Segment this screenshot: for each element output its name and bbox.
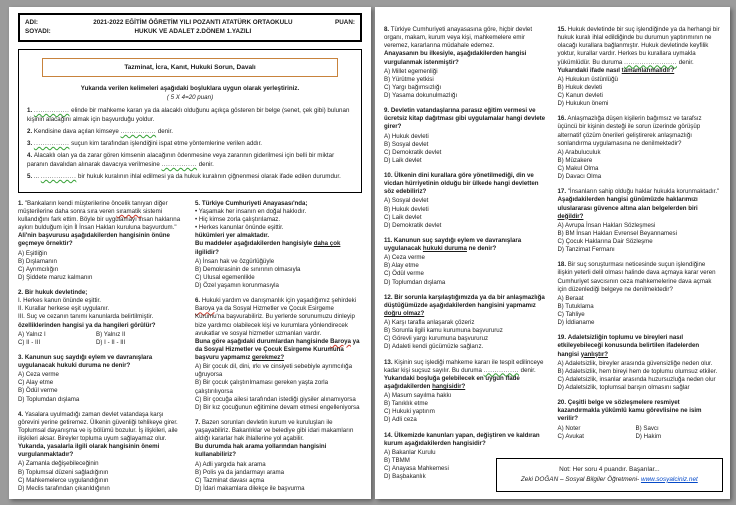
option: C) Yargı bağımsızlığı [384, 83, 442, 91]
option: C) Alay etme [18, 379, 54, 387]
option: C) Mahkemelerce uygulandığının [18, 476, 109, 484]
question-8-stem: 8. Türkiye Cumhuriyeti anayasasına göre, hiçbir devlet organı, makam, kurum veya kişi, mahkemelere emir veremez, kararlarına müdahale edemez. Anayasanın bu ilkesiyle, aşağıdakilerden hangisi vurgulanmak istenmiştir? [384, 26, 533, 66]
option: D) Adaletsizlik, toplumsal barışın olmasını sağlar [557, 384, 690, 391]
page1-question-columns [18, 200, 362, 500]
question-20-options [558, 425, 722, 441]
exam-title-line2: HUKUK VE ADALET 2.DÖNEM 1.YAZILI [134, 28, 252, 36]
question-10-stem: 10. Ülkenin dini kurallara göre yönetilmediği, din ve vicdan hürriyetinin olduğu bir ülkede hangi devletten söz edebiliriz? [384, 172, 539, 196]
option: B) Dışlamanın [18, 257, 57, 265]
exam-title-line1: 2021-2022 EĞİTİM ÖĞRETİM YILI POZANTI ATATÜRK ORTAOKULU [93, 19, 293, 26]
option: C) Ulusal egemenlikle [195, 273, 255, 281]
answer-blank: ........................ [624, 58, 678, 66]
page1-column-1 [18, 200, 185, 500]
option: A) Noter [557, 424, 581, 432]
option: C) Tahliye [557, 311, 585, 318]
question-7-stem: 7. Bazen sorunları devletin kurum ve kuruluşları ile yaşayabiliriz. Bakanlıklar ve belediye gibi idari makamların aldığı kararlar hak ihlallerine yol açabilir. Bu durumda hak arama yollarından hangisini kullanabiliriz? [195, 418, 354, 459]
word-bank-instruction: Yukarıda verilen kelimeleri aşağıdaki boşluklara uygun olarak yerleştiriniz. [80, 84, 300, 92]
fill-blank-item-2: 2. Kendisine dava açılan kimseye ................ denir. [27, 127, 173, 135]
question-12-stem: 12. Bir sorunla karşılaştığımızda ya da bir anlaşmazlığa düştüğümüzde aşağıdakilerden hangisini yapmamız doğru olmaz? [384, 293, 545, 317]
option: B) BM İnsan Hakları Evrensel Beyannamesi [557, 229, 677, 237]
question-2 [18, 289, 185, 347]
option: B) Ödül verme [18, 387, 58, 395]
option: D) Davacı Olma [557, 173, 602, 181]
option: D) I - II - III [96, 338, 126, 346]
option: B) Yürütme yetkisi [384, 75, 434, 83]
option: D) Adli ceza [384, 416, 417, 424]
option: D) Hukukun önemi [557, 100, 609, 108]
question-9 [384, 107, 548, 165]
question-4-stem: 4. Yasalara uyulmadığı zaman devlet vatandaşa karşı görevini yerine getiremez. Ülkenin güvenliği tehlikeye girer. Toplumsal dayanışma ve iş bölümü bozulur. İş ilişkileri, aile ilişkileri aksar. Bireyler topluma uyum sağlayamaz olur. Yukarıda, yasalarla ilgili olarak hangisinin önemi vurgulanmaktadır? [18, 410, 178, 459]
option: C) Hukuki yaptırım [384, 408, 435, 416]
question-14-stem: 14. Ülkemizde kanunları yapan, değiştiren ve kaldıran kurum aşağıdakilerden hangisidir? [384, 431, 540, 447]
question-4 [18, 411, 185, 493]
question-19-stem: 19. Adaletsizliğin toplumu ve bireyleri nasıl etkileyebileceği konusunda belirtilen ifadelerden hangisi yanlıştır? [557, 334, 700, 358]
option: C) Makul Olma [557, 165, 599, 172]
option: C) Avukat [557, 432, 585, 440]
option: B) Tanıklık etme [384, 400, 428, 408]
option: A) Hukuk devleti [384, 132, 429, 140]
answer-blank: ................ [161, 160, 198, 168]
option: D) Laik devlet [384, 156, 422, 164]
option: A) Adaletsizlik, bireyler arasında güvensizliğe neden olur. [557, 359, 713, 367]
surname-label: SOYADI: [25, 28, 51, 36]
page2-column-2 [558, 26, 722, 488]
name-label: ADI: [25, 19, 38, 26]
option: A) Bir çocuk dil, dini, ırkı ve cinsiyeti sebebiyle ayrımcılığa uğruyorsa [195, 363, 352, 379]
option: C) Ayrımcılığın [18, 265, 59, 273]
footer-note-box [496, 458, 723, 493]
question-13-stem: 13. Kişinin suç işlediği mahkeme kararı ile tespit edilinceye kadar kişi suçsuz sayılır. Bu duruma ................ denir. Yukarıdaki boşluğa gelebilecek en uygun ifade aşağıdakilerden hangisidir? [384, 358, 544, 390]
option: D) Özel yaşamın korunmasıyla [195, 282, 279, 290]
question-3-stem: 3. Kanunun suç saydığı eylem ve davranışlara uygulanacak hukuki duruma ne denir? [18, 353, 153, 370]
option: B) Yalnız II [96, 330, 126, 338]
question-17 [558, 188, 722, 254]
question-19 [558, 334, 722, 392]
question-8 [384, 26, 548, 100]
answer-blank: ................ [33, 139, 70, 147]
answer-blank: ................ [120, 127, 157, 135]
option: A) Millet egemenliği [384, 67, 438, 75]
option: C) II - III [18, 338, 41, 346]
option: B) Sorunla ilgili kamu kurumuna başvururuz [384, 327, 503, 335]
option: D) Tanzimat Fermanı [557, 246, 615, 254]
question-11 [384, 237, 548, 287]
exam-title [51, 18, 335, 37]
question-5 [195, 200, 362, 290]
option: A) Adli yargıda hak arama [195, 460, 266, 468]
answer-blank: ................ [33, 106, 70, 114]
option: A) Arabuluculuk [557, 148, 601, 156]
question-2-options [18, 331, 185, 347]
option: A) Masum sayılma hakkı [384, 392, 452, 399]
option: A) Eşitliğin [18, 249, 48, 257]
option: A) Yalnız I [18, 330, 46, 338]
answer-blank: ................ [40, 172, 77, 180]
option: A) Bakanlar Kurulu [384, 448, 436, 456]
option: D) Meclis tarafından çıkarıldığının [18, 484, 110, 492]
option: A) Hukukun üstünlüğü [557, 75, 618, 83]
option: B) TBMM [384, 456, 410, 464]
question-15-stem: 15. Hukuk devletinde bir suç işlendiğinde ya da herhangi bir hukuk kuralı ihlal edildiğinde bu durumun yaptırımının ne olacağı kurallara bağlanmıştır. Hukuk devletinde keyfilik yoktur, kurallar vardır. Herkes bu kurallara uymakla yükümlüdür. Bu duruma ........................ denir. Yukarıdaki ifade nasıl tamamlanmalıdır? [557, 26, 720, 74]
option: A) Zamanla değişebileceğinin [18, 460, 99, 468]
question-18 [558, 261, 722, 327]
option: B) Tutuklama [557, 302, 594, 310]
fill-blank-item-3: 3. ................ suçun kim tarafından işlendiğini ispat etme yöntemlerine verilen addır. [27, 139, 263, 147]
option: C) Tazminat davası açma [195, 476, 265, 484]
option: B) Sosyal devlet [384, 140, 429, 148]
question-7 [195, 419, 362, 493]
question-20-stem: 20. Çeşitli belge ve sözleşmelere resmiyet kazandırmakla yükümlü kamu görevlisine ne isim verilir? [557, 399, 702, 423]
option: A) Ceza verme [384, 254, 425, 262]
question-10 [384, 172, 548, 230]
option: C) Kanun devleti [557, 92, 603, 99]
option: D) Başbakanlık [384, 473, 426, 481]
option: B) Demokrasinin de sınırının olmasıyla [195, 265, 301, 273]
option: C) Çocuk Haklarına Dair Sözleşme [557, 238, 653, 245]
question-16-stem: 16. Anlaşmazlığa düşen kişilerin bağımsız ve tarafsız üçüncü bir kişinin desteği ile sorun üzerinde görüşüp alternatif çözüm önerileri geliştirerek anlaşmazlığı sonlandırma uygulamasına ne denilmektedir? [557, 115, 702, 147]
option: B) Hukuk devleti [384, 205, 429, 213]
word-bank-terms: Tazminat, İcra, Kanıt, Hukuki Sorun, Davalı [42, 58, 337, 77]
answer-blank: ................ [483, 366, 519, 374]
option: C) Anayasa Mahkemesi [384, 465, 449, 472]
exam-header [18, 13, 362, 42]
footer-note: Not: Her soru 4 puandır. Başarılar... [559, 465, 660, 473]
teacher-name: Zeki DOĞAN – Sosyal Bilgiler Öğretmeni- [520, 475, 641, 483]
question-16 [558, 115, 722, 181]
student-name-labels [25, 18, 51, 37]
option: D) Toplumdan dışlama [384, 278, 446, 286]
option: A) Ceza verme [18, 371, 59, 379]
exam-page-1 [9, 7, 371, 499]
option: B) Alay etme [384, 262, 419, 270]
score-label: PUAN: [335, 19, 355, 26]
question-12 [384, 294, 548, 352]
question-15 [558, 26, 722, 108]
question-3 [18, 354, 185, 404]
option: C) Laik devlet [384, 213, 422, 221]
option: D) İddianame [557, 319, 595, 327]
option: D) Hakim [635, 432, 662, 440]
website-link[interactable]: www.sosyalciniz.net [640, 475, 698, 483]
fill-blank-list [27, 107, 353, 182]
option: B) Polis ya da jandarmayı arama [195, 468, 285, 476]
option: B) Toplumsal düzeni sağladığının [18, 468, 109, 476]
page2-column-1 [384, 26, 548, 488]
question-1 [18, 200, 185, 282]
option: D) İdari makamlara dilekçe ile başvurma [195, 484, 305, 492]
exam-page-2 [375, 7, 730, 499]
option: B) Bir çocuk çalıştırılmaması gereken yaşta zorla çalıştırılıyorsa [195, 379, 329, 395]
option: C) Bir çocuğa ailesi tarafından istediği giysiler alınamıyorsa [195, 395, 356, 403]
question-1-stem: 1. "Bankaların kendi müşterilerine öncelik tanıyan diğer müşterilerine daha sonra sıra veren sıramatik sistemi kullandığını fark ettim. Böyle bir uygulamayı insan haklarına aykırı bulduğum için İl İnsan Hakları kuruluna başvurdum." Ali'nin başvurusu aşağıdakilerden hangisinin önüne geçmeye örnektir? [18, 199, 181, 248]
option: D) Şiddete maruz kalmanın [18, 273, 93, 281]
option: D) Yasama dokunulmazlığı [384, 92, 458, 99]
option: D) Toplumdan dışlama [18, 395, 80, 403]
word-bank-points: ( 5 X 4=20 puan) [166, 93, 214, 101]
question-17-stem: 17. "İnsanların sahip olduğu haklar hukukla korunmaktadır." Aşağıdakilerden hangisi günümüzde haklarımızı uluslararası güvence altına alan belgelerden biri değildir? [557, 188, 720, 220]
question-11-stem: 11. Kanunun suç saydığı eylem ve davranışlara uygulanacak hukuki duruma ne denir? [384, 236, 522, 252]
page1-column-2 [195, 200, 362, 500]
question-2-stem: 2. Bir hukuk devletinde; I. Herkes kanun önünde eşittir. II. Kurallar herkese eşit uygulanır. III. Suç ve cezanın tanımı kanunlarda belirtilmiştir. özelliklerinden hangisi ya da hangileri görülür? [18, 289, 156, 329]
footer-signature [503, 475, 716, 485]
option: B) Savcı [635, 424, 659, 432]
option: B) Adaletsizlik, hem bireyi hem de toplumu olumsuz etkiler. [557, 367, 718, 375]
question-9-stem: 9. Devletin vatandaşlarına parasız eğitim vermesi ve ücretsiz kitap dağıtması gibi uygulamalar hangi devlete girer? [384, 107, 546, 131]
option: A) İnsan hak ve özgürlüğüyle [195, 257, 275, 265]
question-6 [195, 297, 362, 412]
option: A) Sosyal devlet [384, 197, 429, 205]
option: D) Demokratik devlet [384, 221, 442, 229]
fill-blank-item-4: 4. Alacaklı olan ya da zarar gören kimsenin alacağının ödenmesine veya zararının giderilmesi için belli bir miktar paranın davalıdan alınarak davacıya verilmesine ................ denir. [27, 151, 335, 168]
question-20 [558, 399, 722, 441]
option: C) Görevli yargı kurumuna başvururuz [384, 335, 489, 343]
option: A) Avrupa İnsan Hakları Sözleşmesi [557, 221, 656, 229]
option: C) Demokratik devlet [384, 148, 442, 156]
option: D) Adaleti kendi gücümüzle sağlarız. [384, 343, 484, 351]
option: A) Beraat [557, 294, 584, 302]
page2-question-columns [384, 26, 721, 488]
option: C) Adaletsizlik, insanlar arasında huzursuzluğa neden olur [557, 375, 716, 383]
fill-blank-item-1: 1. ................ elinde bir mahkeme kararı ya da alacaklı olduğunu açıkça gösteren bir belge (senet, çek gibi) bulunan kişinin alacağını almak için başvurduğu yoldur. [27, 106, 350, 123]
option: D) Bir kız çocuğunun eğitimine devam etmesi engelleniyorsa [195, 403, 360, 411]
question-6-stem: 6. Hukuki yardım ve danışmanlık için yaşadığımız şehirdeki Baroya ya da Sosyal Hizmetler ve Çocuk Esirgeme Kurumu'na başvurabiliriz. Bu yerlerde sorunumuzu dinleyip bize yardımcı olabilecek kişi ve kurumlara yönlendirecek avukatlar ve sosyal hizmetler uzmanları vardır. Buna göre aşağıdaki durumlardan hangisinde Baroya ya da Sosyal Hizmetler ve Çocuk Esirgeme Kurumuna başvuru yapmamız gerekmez? [195, 297, 360, 362]
fill-blank-item-5: 5. ... ................ bir hukuk kuralının ihlal edilmesi ya da hukuk kuralının çiğnenmesi olarak ifade edilen durumdur. [27, 172, 341, 180]
option: B) Müzakere [557, 156, 593, 164]
option: C) Ödül verme [384, 270, 424, 278]
word-bank-section [18, 49, 362, 193]
question-18-stem: 18. Bir suç soruşturması neticesinde suçun işlendiğine ilişkin yeterli delil olması halinde dava açmaya karar veren Cumhuriyet savcısının ceza mahkemelerine dava açmak için düzenlediği belgeye ne denilmektedir? [557, 261, 716, 293]
question-13 [384, 359, 548, 425]
option: A) Karşı tarafla anlaşarak çözeriz [384, 319, 475, 326]
option: B) Hukuk devleti [557, 83, 603, 91]
question-5-stem: 5. Türkiye Cumhuriyeti Anayasası'nda; • Yaşamak her insanın en doğal hakkıdır. • Hiç kimse zorla çalıştırılamaz. • Herkes kanunlar önünde eşittir. hükümleri yer almaktadır. Bu maddeler aşağıdakilerden hangisiyle daha çok ilgilidir? [195, 199, 341, 256]
